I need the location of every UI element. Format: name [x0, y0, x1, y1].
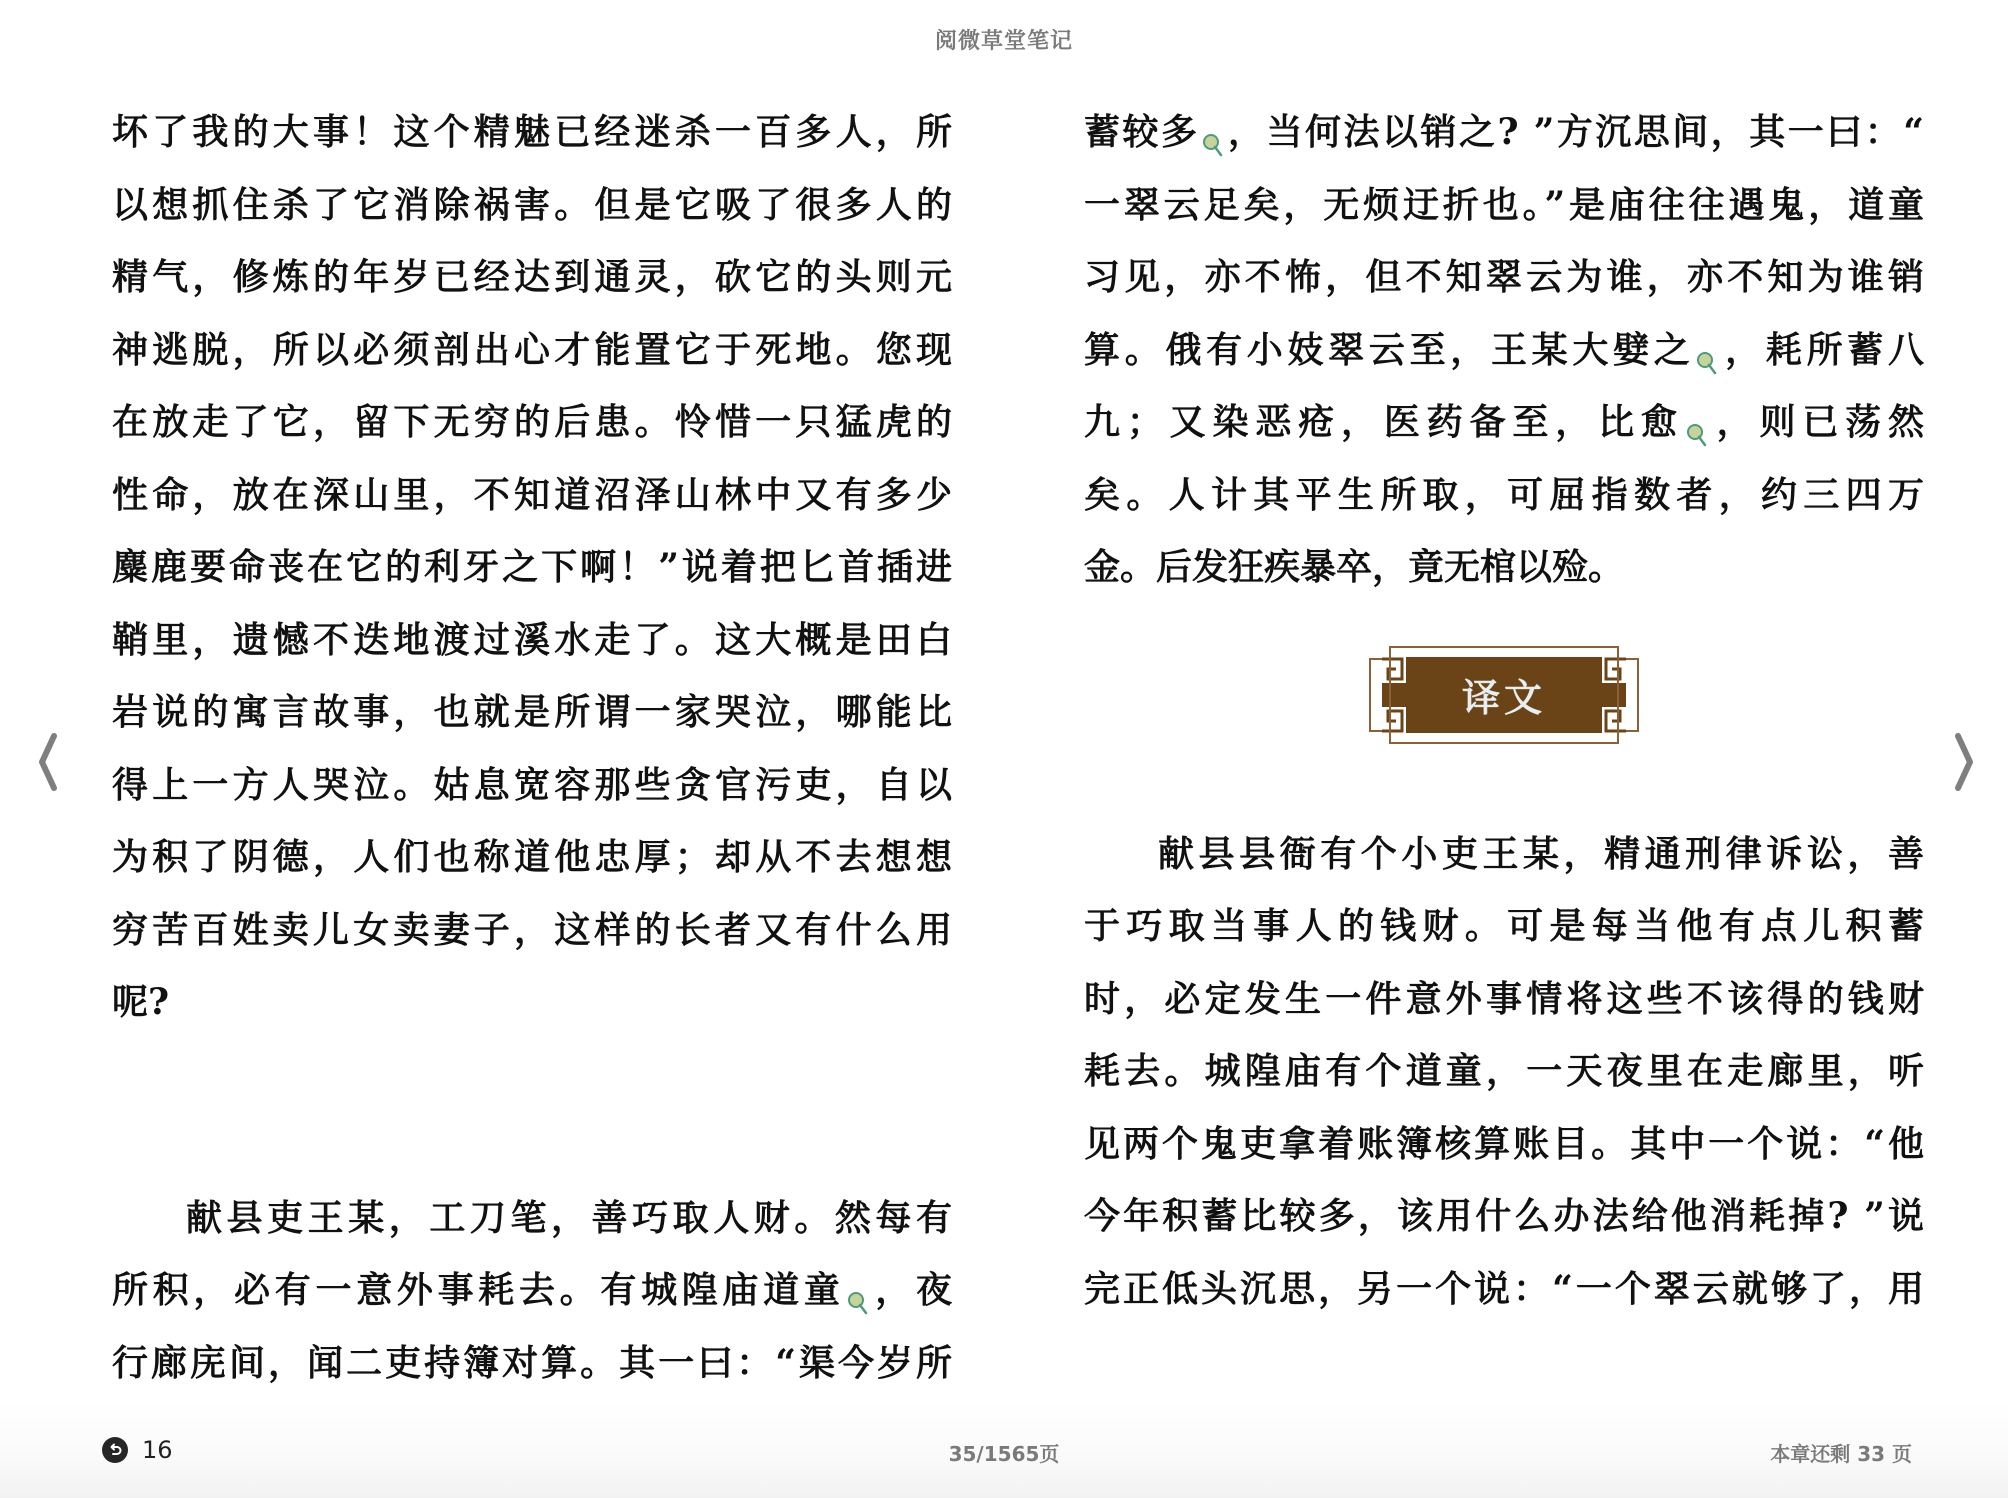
text-line: 金。后发狂疾暴卒，竟无棺以殓。	[1084, 546, 1625, 588]
gloss-magnifier-icon[interactable]	[847, 1290, 869, 1316]
text-line: 麋鹿要命丧在它的利牙之下啊！”说着把匕首插进	[112, 546, 952, 588]
text-line: 精气，修炼的年岁已经达到通灵，砍它的头则元	[112, 256, 952, 298]
section-heading-label: 译文	[1461, 675, 1546, 720]
left-page	[112, 102, 952, 1405]
text-line: 以想抓住杀了它消除祸害。但是它吸了很多人的	[112, 183, 952, 226]
section-heading	[1084, 616, 1924, 774]
text-segment: ，当何法以销之? ”方沉思间，其一曰：“	[1225, 111, 1924, 153]
text-line-with-gloss	[1084, 320, 1924, 393]
text-line: 岩说的寓言故事，也就是所谓一家哭泣，哪能比	[112, 691, 952, 733]
text-line: 时，必定发生一件意外事情将这些不该得的钱财	[1084, 977, 1924, 1020]
text-line: 见两个鬼吏拿着账簿核算账目。其中一个说：“他	[1084, 1122, 1924, 1165]
text-line: 矣。人计其平生所取，可屈指数者，约三四万	[1084, 473, 1924, 516]
reader-footer	[0, 1400, 2008, 1498]
next-page-button[interactable]	[1944, 722, 1984, 802]
previous-page-button[interactable]	[28, 722, 68, 802]
text-line: 习见，亦不怖，但不知翠云为谁，亦不知为谁销	[1084, 256, 1924, 298]
text-line: 呢?	[112, 981, 170, 1023]
text-line-with-gloss	[1084, 102, 1924, 175]
text-line: 献县吏王某，工刀笔，善巧取人财。然每有	[186, 1196, 952, 1239]
text-line-with-gloss	[1084, 392, 1924, 465]
text-line: 坏了我的大事！这个精魅已经迷杀一百多人，所	[112, 111, 952, 153]
text-line: 为积了阴德，人们也称道他忠厚；却从不去想想	[112, 836, 952, 878]
chevron-right-icon	[1944, 722, 1984, 802]
text-line: 鞘里，遗憾不迭地渡过溪水走了。这大概是田白	[112, 618, 952, 661]
chevron-left-icon	[28, 722, 68, 802]
text-line: 性命，放在深山里，不知道沼泽山林中又有多少	[112, 473, 952, 516]
text-segment: ，夜	[870, 1269, 952, 1311]
text-line: 献县县衙有个小吏王某，精通刑律诉讼，善	[1158, 832, 1924, 875]
heading-badge	[1368, 645, 1640, 745]
back-count: 16	[142, 1436, 173, 1464]
text-line: 穷苦百姓卖儿女卖妻子，这样的长者又有什么用	[112, 908, 952, 951]
book-title: 阅微草堂笔记	[934, 29, 1073, 54]
gloss-magnifier-icon[interactable]	[1202, 132, 1224, 158]
page-indicator: 35/1565页	[948, 1442, 1060, 1466]
chapter-pages-remaining: 本章还剩 33 页	[1770, 1442, 1912, 1466]
text-line-with-gloss	[112, 1260, 952, 1333]
text-line: 得上一方人哭泣。姑息宽容那些贪官污吏，自以	[112, 763, 952, 806]
gloss-magnifier-icon[interactable]	[1696, 350, 1718, 376]
text-line: 一翠云足矣，无烦迂折也。”是庙往往遇鬼，道童	[1084, 183, 1924, 226]
text-segment: 蓄较多	[1084, 111, 1200, 153]
text-segment: 所积，必有一意外事耗去。有城隍庙道童	[112, 1269, 845, 1311]
text-line: 在放走了它，留下无穷的后患。怜惜一只猛虎的	[112, 401, 952, 443]
text-line: 耗去。城隍庙有个道童，一天夜里在走廊里，听	[1084, 1050, 1924, 1092]
text-line: 行廊庑间，闻二吏持簿对算。其一曰：“渠今岁所	[112, 1341, 952, 1384]
text-segment: ，则已荡然	[1709, 401, 1924, 443]
text-line: 于巧取当事人的钱财。可是每当他有点儿积蓄	[1084, 905, 1924, 947]
text-line: 神逃脱，所以必须剖出心才能置它于死地。您现	[112, 328, 952, 371]
text-line: 今年积蓄比较多，该用什么办法给他消耗掉? ”说	[1084, 1195, 1924, 1237]
text-segment: 算。俄有小妓翠云至，王某大嬖之	[1084, 328, 1695, 371]
text-line: 完正低头沉思，另一个说：“一个翠云就够了，用	[1084, 1267, 1924, 1310]
paragraph-gap	[112, 1045, 952, 1188]
right-page	[1084, 102, 1924, 1331]
text-segment: 九；又染恶疮，医药备至，比愈	[1084, 401, 1684, 443]
text-segment: ，耗所蓄八	[1720, 328, 1924, 371]
gloss-magnifier-icon[interactable]	[1686, 422, 1708, 448]
